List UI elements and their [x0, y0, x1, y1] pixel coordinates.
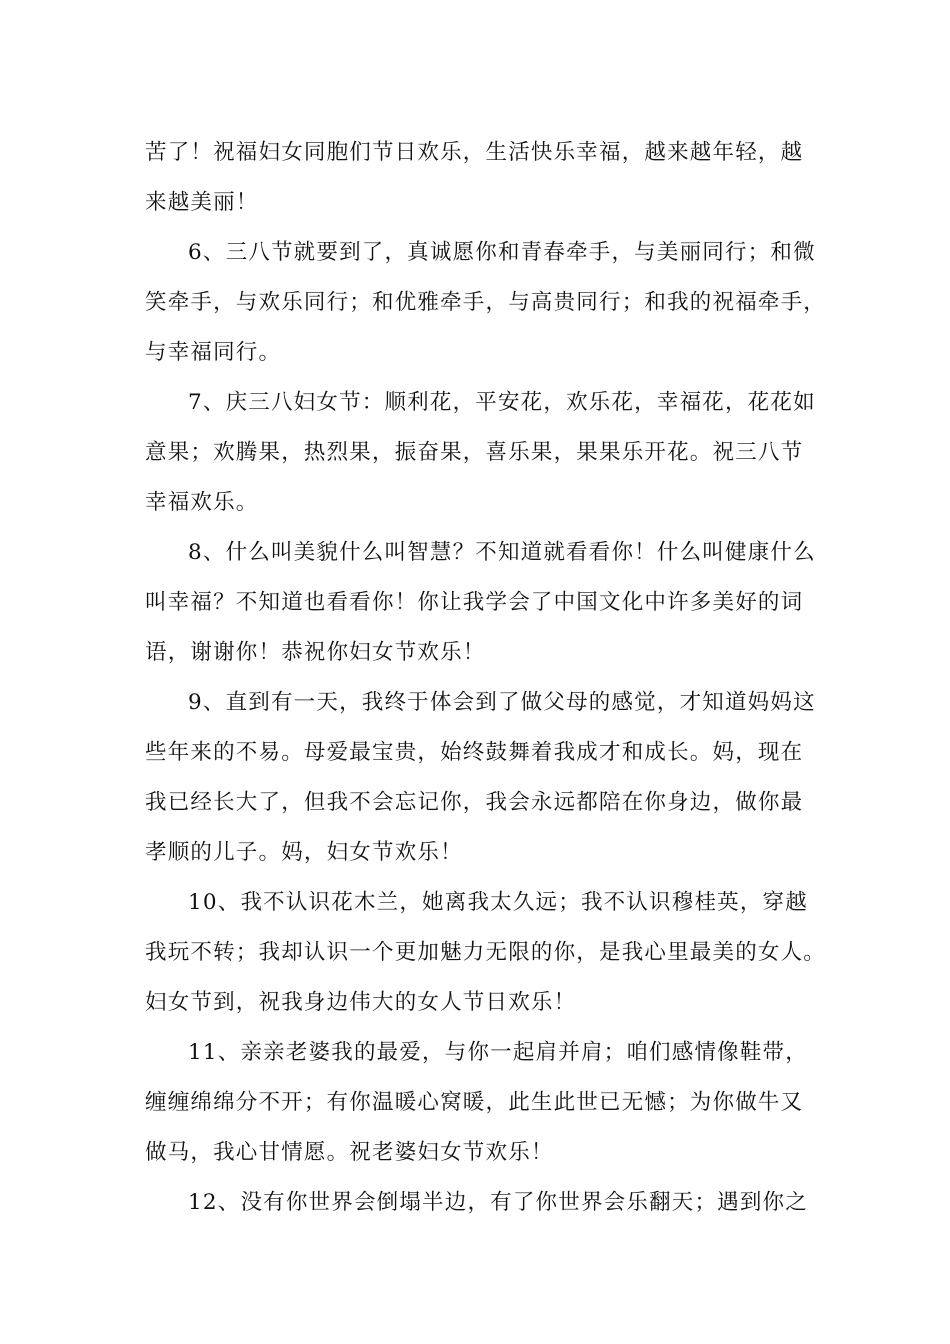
- text-line: 幸福欢乐。: [145, 490, 259, 515]
- text-line: 与幸福同行。: [145, 340, 282, 365]
- text-line: 语，谢谢你！恭祝你妇女节欢乐！: [145, 640, 486, 665]
- text-line: 11、亲亲老婆我的最爱，与你一起肩并肩；咱们感情像鞋带，: [188, 1040, 808, 1065]
- text-line: 10、我不认识花木兰，她离我太久远；我不认识穆桂英，穿越: [188, 890, 808, 915]
- text-line: 叫幸福？不知道也看看你！你让我学会了中国文化中许多美好的词: [145, 590, 804, 615]
- text-line: 6、三八节就要到了，真诚愿你和青春牵手，与美丽同行；和微: [188, 240, 816, 265]
- text-line: 苦了！祝福妇女同胞们节日欢乐，生活快乐幸福，越来越年轻，越: [145, 140, 804, 165]
- text-line: 9、直到有一天，我终于体会到了做父母的感觉，才知道妈妈这: [188, 690, 816, 715]
- text-line: 孝顺的儿子。妈，妇女节欢乐！: [145, 840, 463, 865]
- text-line: 些年来的不易。母爱最宝贵，始终鼓舞着我成才和成长。妈，现在: [145, 740, 804, 765]
- document-body: [145, 128, 825, 1228]
- text-line: 我玩不转；我却认识一个更加魅力无限的你，是我心里最美的女人。: [145, 940, 827, 965]
- text-line: 意果；欢腾果，热烈果，振奋果，喜乐果，果果乐开花。祝三八节: [145, 440, 804, 465]
- text-line: 12、没有你世界会倒塌半边，有了你世界会乐翻天；遇到你之: [188, 1190, 808, 1215]
- text-line: 来越美丽！: [145, 190, 259, 215]
- text-line: 妇女节到，祝我身边伟大的女人节日欢乐！: [145, 990, 577, 1015]
- text-line: 8、什么叫美貌什么叫智慧？不知道就看看你！什么叫健康什么: [188, 540, 816, 565]
- text-line: 7、庆三八妇女节：顺利花，平安花，欢乐花，幸福花，花花如: [188, 390, 816, 415]
- text-line: 笑牵手，与欢乐同行；和优雅牵手，与高贵同行；和我的祝福牵手，: [145, 290, 827, 315]
- text-line: 缠缠绵绵分不开；有你温暖心窝暖，此生此世已无憾；为你做牛又: [145, 1090, 804, 1115]
- text-line: 我已经长大了，但我不会忘记你，我会永远都陪在你身边，做你最: [145, 790, 804, 815]
- text-line: 做马，我心甘情愿。祝老婆妇女节欢乐！: [145, 1140, 554, 1165]
